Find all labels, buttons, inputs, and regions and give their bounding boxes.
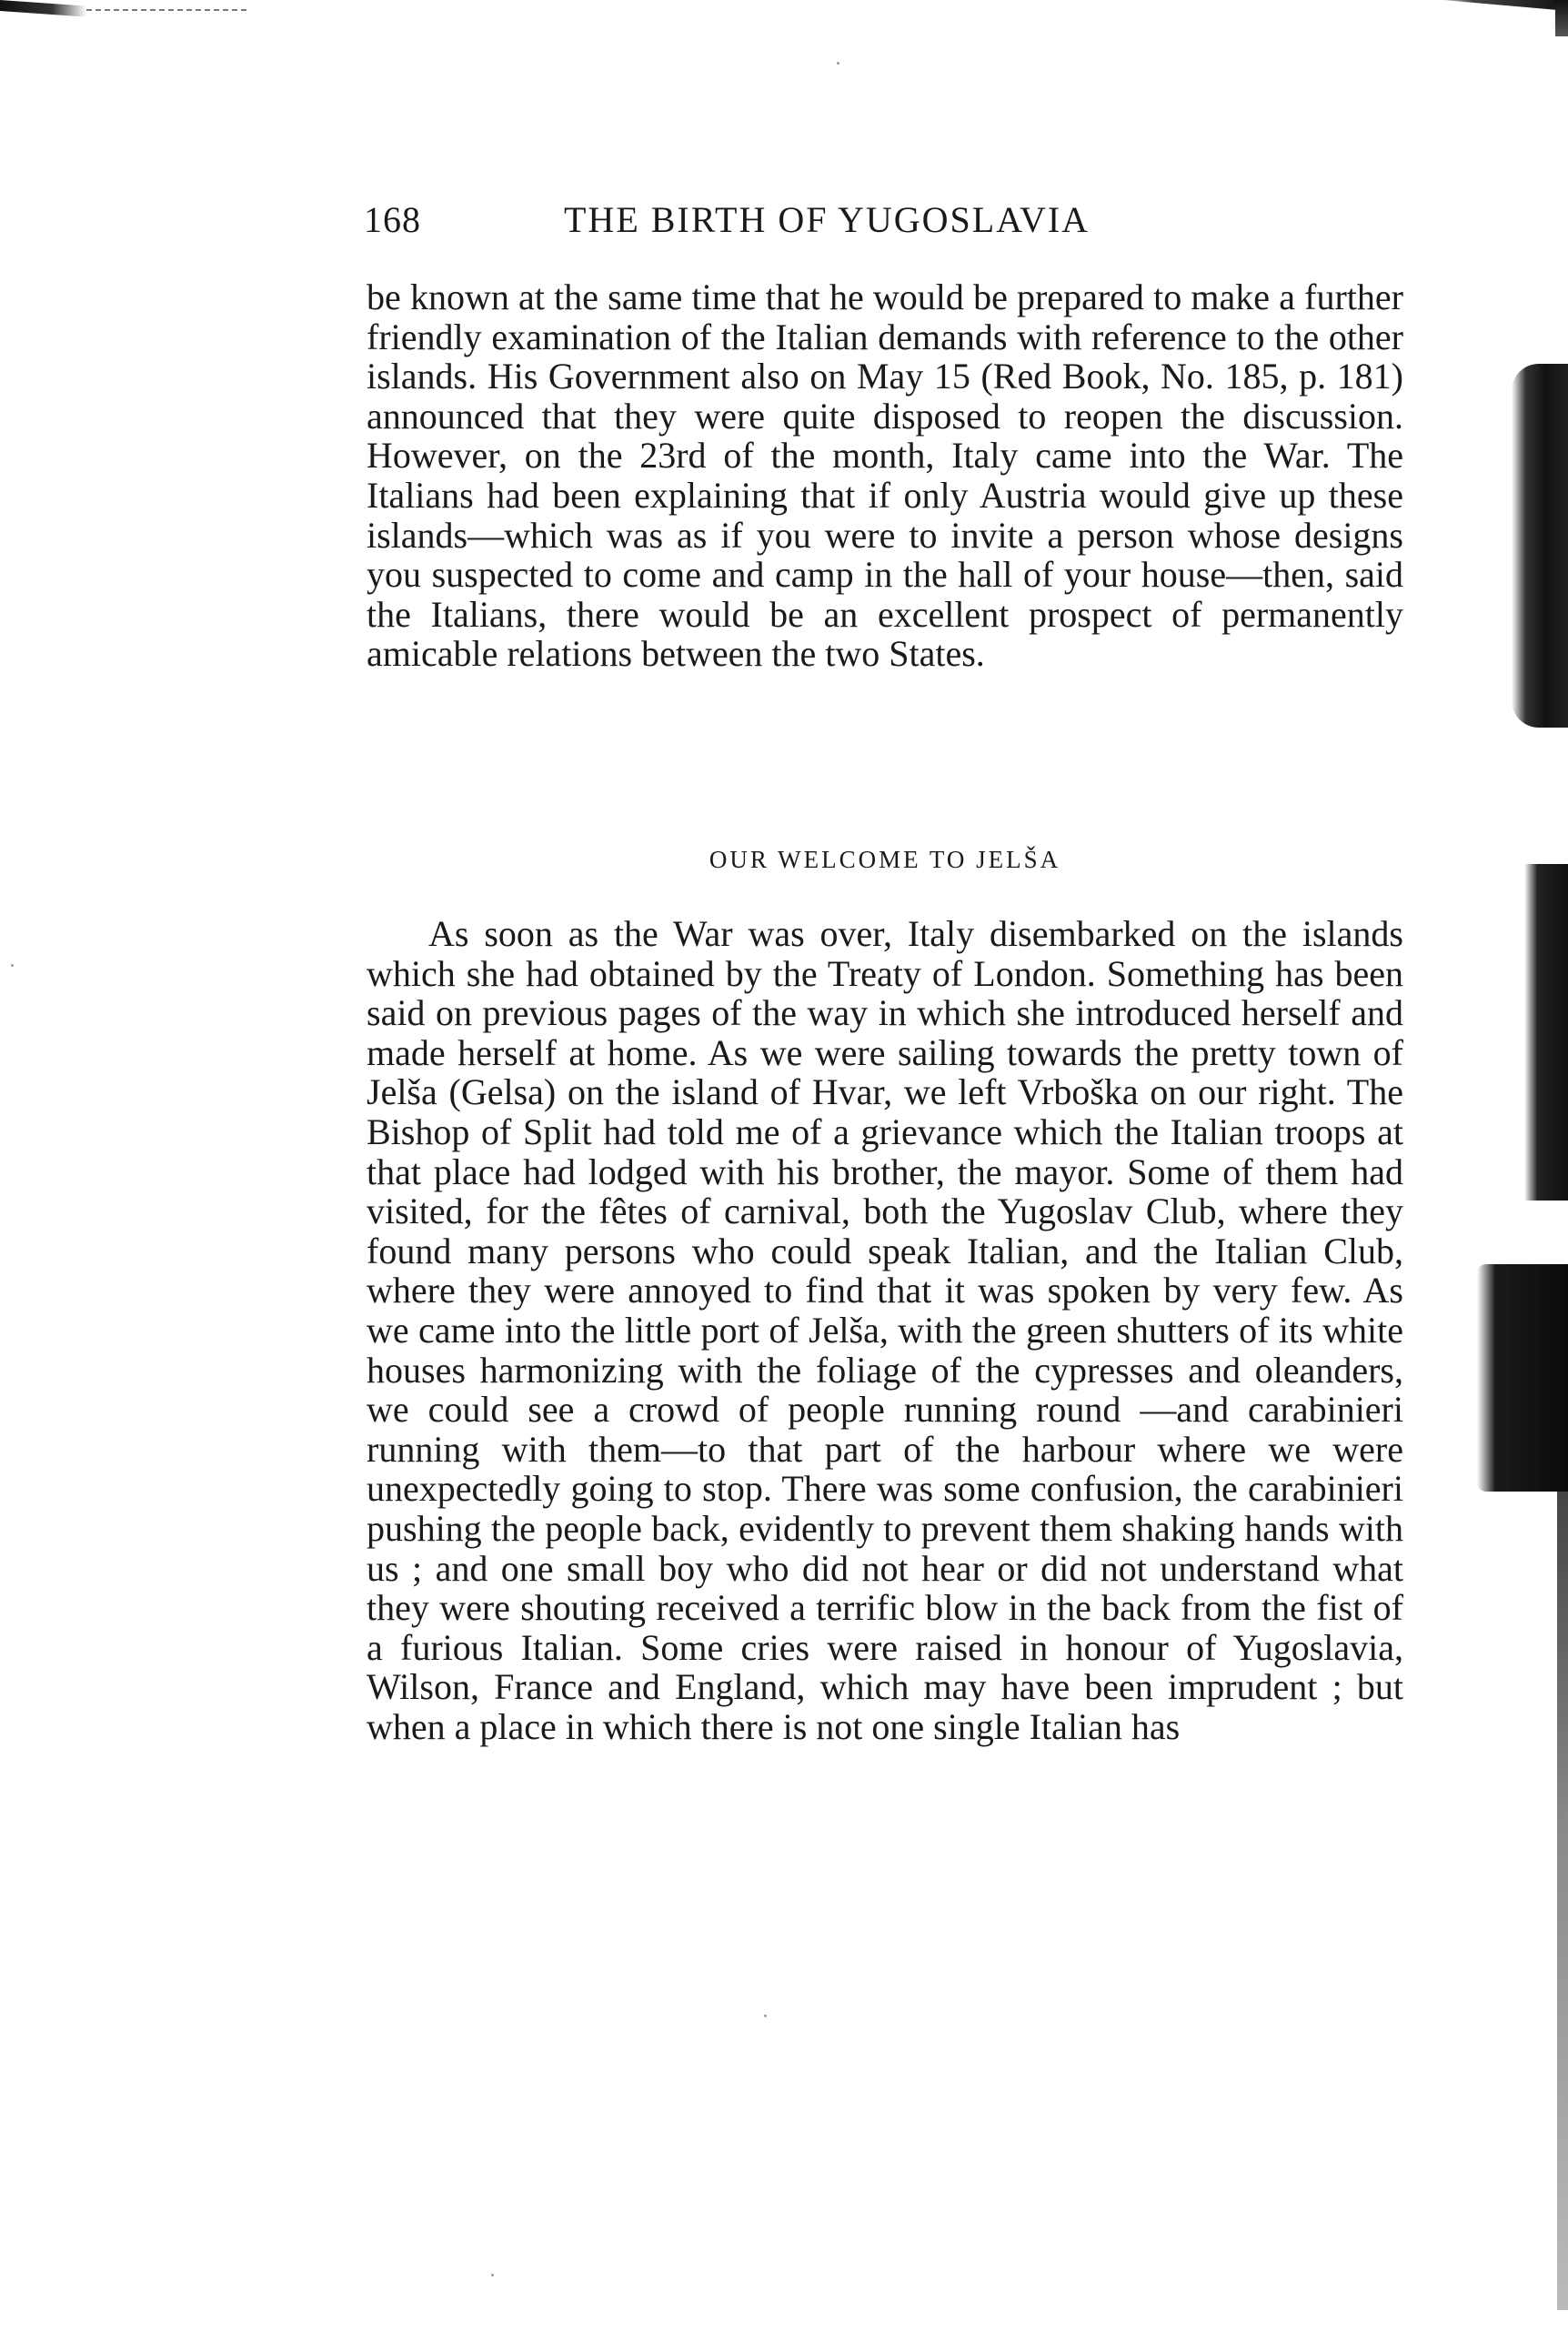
paragraph: As soon as the War was over, Italy disembarked on the islands which she had obtained by the Treaty of London. Something has been said on previous pages of the way in which she introduced herself and made herself at home. As we were sailing towards the pretty town of Jelša (Gelsa) on the island of Hvar, we left Vrboška on our right. The Bishop of Split had told me of a grievance which the Italian troops at that place had lodged with his brother, the mayor. Some of them had visited, for the fêtes of carnival, both the Yugoslav Club, where they found many persons who could speak Italian, and the Italian Club, where they were annoyed to find that it was spoken by very few. As we came into the little port of Jelša, with the green shutters of its white houses harmonizing with the foliage of the cypresses and oleanders, we could see a crowd of people running round —and carabinieri running with them—to that part of the harbour where we were unexpectedly going to stop. There was some confusion, the carabinieri pushing the people back, evidently to prevent them shaking hands with us ; and one small boy who did not hear or did not understand what they were shouting received a terrific blow in the back from the fist of a furious Italian. Some cries were raised in honour of Yugoslavia, Wilson, France and England, which may have been imprudent ; but when a place in which there is not one single Italian has	[367, 913, 1403, 1747]
scan-speck	[764, 2015, 767, 2017]
body-text-section	[367, 914, 1403, 1746]
page-edge-shadow	[1557, 1492, 1568, 2310]
page-edge-shadow	[1524, 864, 1568, 1201]
page-edge-shadow	[1512, 364, 1568, 728]
scan-artifact-top-right	[1432, 0, 1568, 11]
page-number: 168	[364, 199, 421, 240]
scan-speck	[837, 62, 839, 65]
page-edge-shadow	[1477, 1264, 1568, 1492]
scan-speck	[11, 964, 14, 967]
scan-speck	[491, 2274, 494, 2276]
body-text-top	[367, 277, 1403, 674]
paragraph: be known at the same time that he would be prepared to make a further friendly examination of the Italian demands with reference to the other islands. His Government also on May 15 (Red Book, No. 185, p. 181) announced that they were quite disposed to reopen the discussion. However, on the 23rd of the month, Italy came into the War. The Italians had been explaining that if only Austria would give up these islands—which was as if you were to invite a person whose designs you suspected to come and camp in the hall of your house—then, said the Italians, there would be an excellent prospect of permanently amicable relations between the two States.	[367, 276, 1403, 675]
running-header	[364, 198, 1401, 253]
section-heading: OUR WELCOME TO JELŠA	[709, 846, 1061, 873]
scan-artifact-top-left-line	[86, 9, 250, 11]
running-title: THE BIRTH OF YUGOSLAVIA	[564, 199, 1091, 240]
scan-artifact-top-left	[0, 0, 86, 17]
scan-artifact-top-right-corner	[1555, 0, 1568, 36]
